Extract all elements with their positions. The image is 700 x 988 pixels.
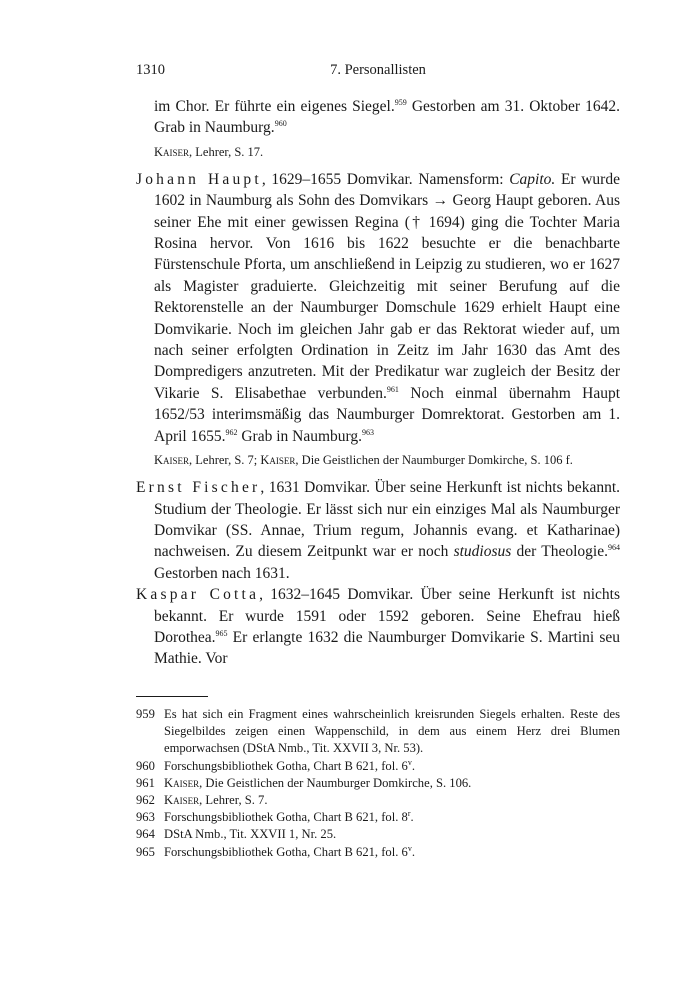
author-name: Kaiser (260, 453, 296, 468)
footnote-text: DStA Nmb., Tit. XXVII 1, Nr. 25. (164, 827, 337, 842)
source-text: , Lehrer, S. 17. (189, 144, 264, 159)
footnote-text (164, 844, 620, 861)
footnote-ref: 960 (274, 119, 287, 129)
entry-name: Kaspar Cotta (136, 586, 260, 604)
footnote-number: 959 (136, 707, 155, 721)
footnote-number: 965 (136, 844, 155, 859)
text-segment: Er erlangte 1632 die Naumburger Domvikarie S. Martini seu Mathie. Vor (154, 628, 620, 668)
footnote-text-part: Forschungsbibliothek Gotha, Chart B 621, fol. 6 (164, 758, 408, 773)
footnotes (136, 706, 620, 861)
footnote-text (164, 792, 620, 809)
entry-fischer (136, 477, 620, 584)
footnote-text-part: , Die Geistlichen der Naumburger Domkirche, S. 106. (199, 775, 472, 790)
text-segment: , 1629–1655 Domvikar. Namensform: (261, 170, 510, 188)
footnote (136, 809, 620, 826)
footnote-text-part: . (411, 758, 415, 773)
text-segment: im Chor. Er führte ein eigenes Siegel. (154, 98, 395, 115)
footnote-number: 961 (136, 775, 155, 790)
author-name: Kaiser (154, 453, 190, 468)
entry-cotta (136, 584, 620, 670)
footnote-ref: 965 (215, 628, 228, 638)
footnote-text (164, 758, 620, 775)
text-segment: der Theologie. (511, 543, 608, 561)
footnote (136, 826, 620, 843)
source-line (136, 452, 620, 469)
running-title: 7. Personallisten (330, 62, 426, 78)
author-name: Kaiser (164, 775, 200, 790)
source-text: , Die Geistlichen der Naumburger Domkirche, S. 106 f. (295, 453, 573, 468)
footnote-text (164, 775, 620, 792)
page-header (136, 62, 620, 82)
italic-term: studiosus (453, 543, 512, 561)
footnote-ref: 962 (225, 427, 238, 437)
folio-side: r (407, 809, 411, 819)
footnote (136, 844, 620, 861)
author-name: Kaiser (164, 793, 200, 808)
footnote-text: Es hat sich ein Fragment eines wahrscheinlich kreisrunden Siegels erhalten. Reste des Siegelbildes zeigen einen Wappenschild, in dem aus einem Herz drei Blumen emporwachsen (DStA Nmb., Tit. XXVII 3, Nr. 53). (164, 707, 620, 756)
footnote-text-part: . (411, 844, 415, 859)
folio-side: v (407, 843, 412, 853)
footnote-number: 963 (136, 810, 155, 825)
entry-name: Ernst Fischer (136, 479, 261, 497)
main-text (136, 96, 620, 670)
text-segment: , 1632–1645 Domvikar. Über seine Herkunft ist nichts bekannt. Er wurde 1591 oder 1592 geboren. Seine Ehefrau hieß Dorothea. (154, 586, 620, 646)
page-number: 1310 (136, 62, 165, 78)
footnote-ref: 963 (362, 427, 375, 437)
text-segment: Noch einmal übernahm Haupt 1652/53 interimsmäßig das Naumburger Domrektorat. Gestorben am 1. April 1655. (154, 384, 621, 445)
footnote (136, 758, 620, 775)
text-segment: , 1631 Domvikar. Über seine Herkunft ist nichts bekannt. Studium der Theologie. Er lässt sich nur ein einziges Mal als Naumburger Domvikar (SS. Annae, Trium regum, Johannis evang. et Katharinae) nachweisen. Zu diesem Zeitpunkt war er noch (154, 479, 621, 561)
footnote-text-part: . (410, 810, 414, 825)
footnote-ref: 964 (607, 543, 620, 553)
source-line (136, 144, 620, 161)
text-segment: Gestorben am 31. Oktober 1642. Grab in Naumburg. (154, 98, 620, 137)
entry-name: Johann Haupt (136, 170, 262, 188)
author-name: Kaiser (154, 144, 190, 159)
folio-side: v (407, 757, 412, 767)
footnote-ref: 961 (386, 384, 399, 394)
source-text: , Lehrer, S. 7; (189, 453, 261, 468)
text-segment: Er wurde 1602 in Naumburg als Sohn des Domvikars → Georg Haupt geboren. Aus seiner Ehe mit einer gewissen Regina († 1694) ging die Tochter Maria Rosina hervor. Von 1616 bis 1622 besuchte er die benachbarte Fürstenschule Pforta, um anschließend in Leipzig zu studieren, wo er 1627 als Magister graduierte. Gleichzeitig mit seiner Berufung auf die Rektorenstelle an der Naumburger Domschule 1629 erhielt Haupt eine Domvikarie. Noch im gleichen Jahr gab er das Rektorat wieder auf, um nach seiner erfolgten Ordination in Zeitz im Jahr 1630 das Amt des Dompredigers anzutreten. Mit der Predikatur war zugleich der Besitz der Vikarie S. Elisabethae verbunden. (154, 170, 620, 402)
footnote-rule (136, 696, 208, 697)
footnote-ref: 959 (394, 97, 407, 107)
footnote-text-part: Forschungsbibliothek Gotha, Chart B 621, fol. 8 (164, 810, 408, 825)
footnote-text-part: , Lehrer, S. 7. (199, 793, 268, 808)
footnote-number: 964 (136, 827, 155, 842)
text-segment: Gestorben nach 1631. (154, 564, 290, 582)
italic-term: Capito. (509, 170, 556, 188)
footnote (136, 706, 620, 758)
footnote-text-part: Forschungsbibliothek Gotha, Chart B 621, fol. 6 (164, 844, 408, 859)
footnote (136, 775, 620, 792)
carryover-paragraph (136, 96, 620, 139)
footnote-number: 960 (136, 758, 155, 773)
text-segment: Grab in Naumburg. (237, 427, 363, 445)
entry-haupt (136, 169, 620, 447)
footnote-text (164, 809, 620, 826)
footnote (136, 792, 620, 809)
footnote-number: 962 (136, 793, 155, 808)
